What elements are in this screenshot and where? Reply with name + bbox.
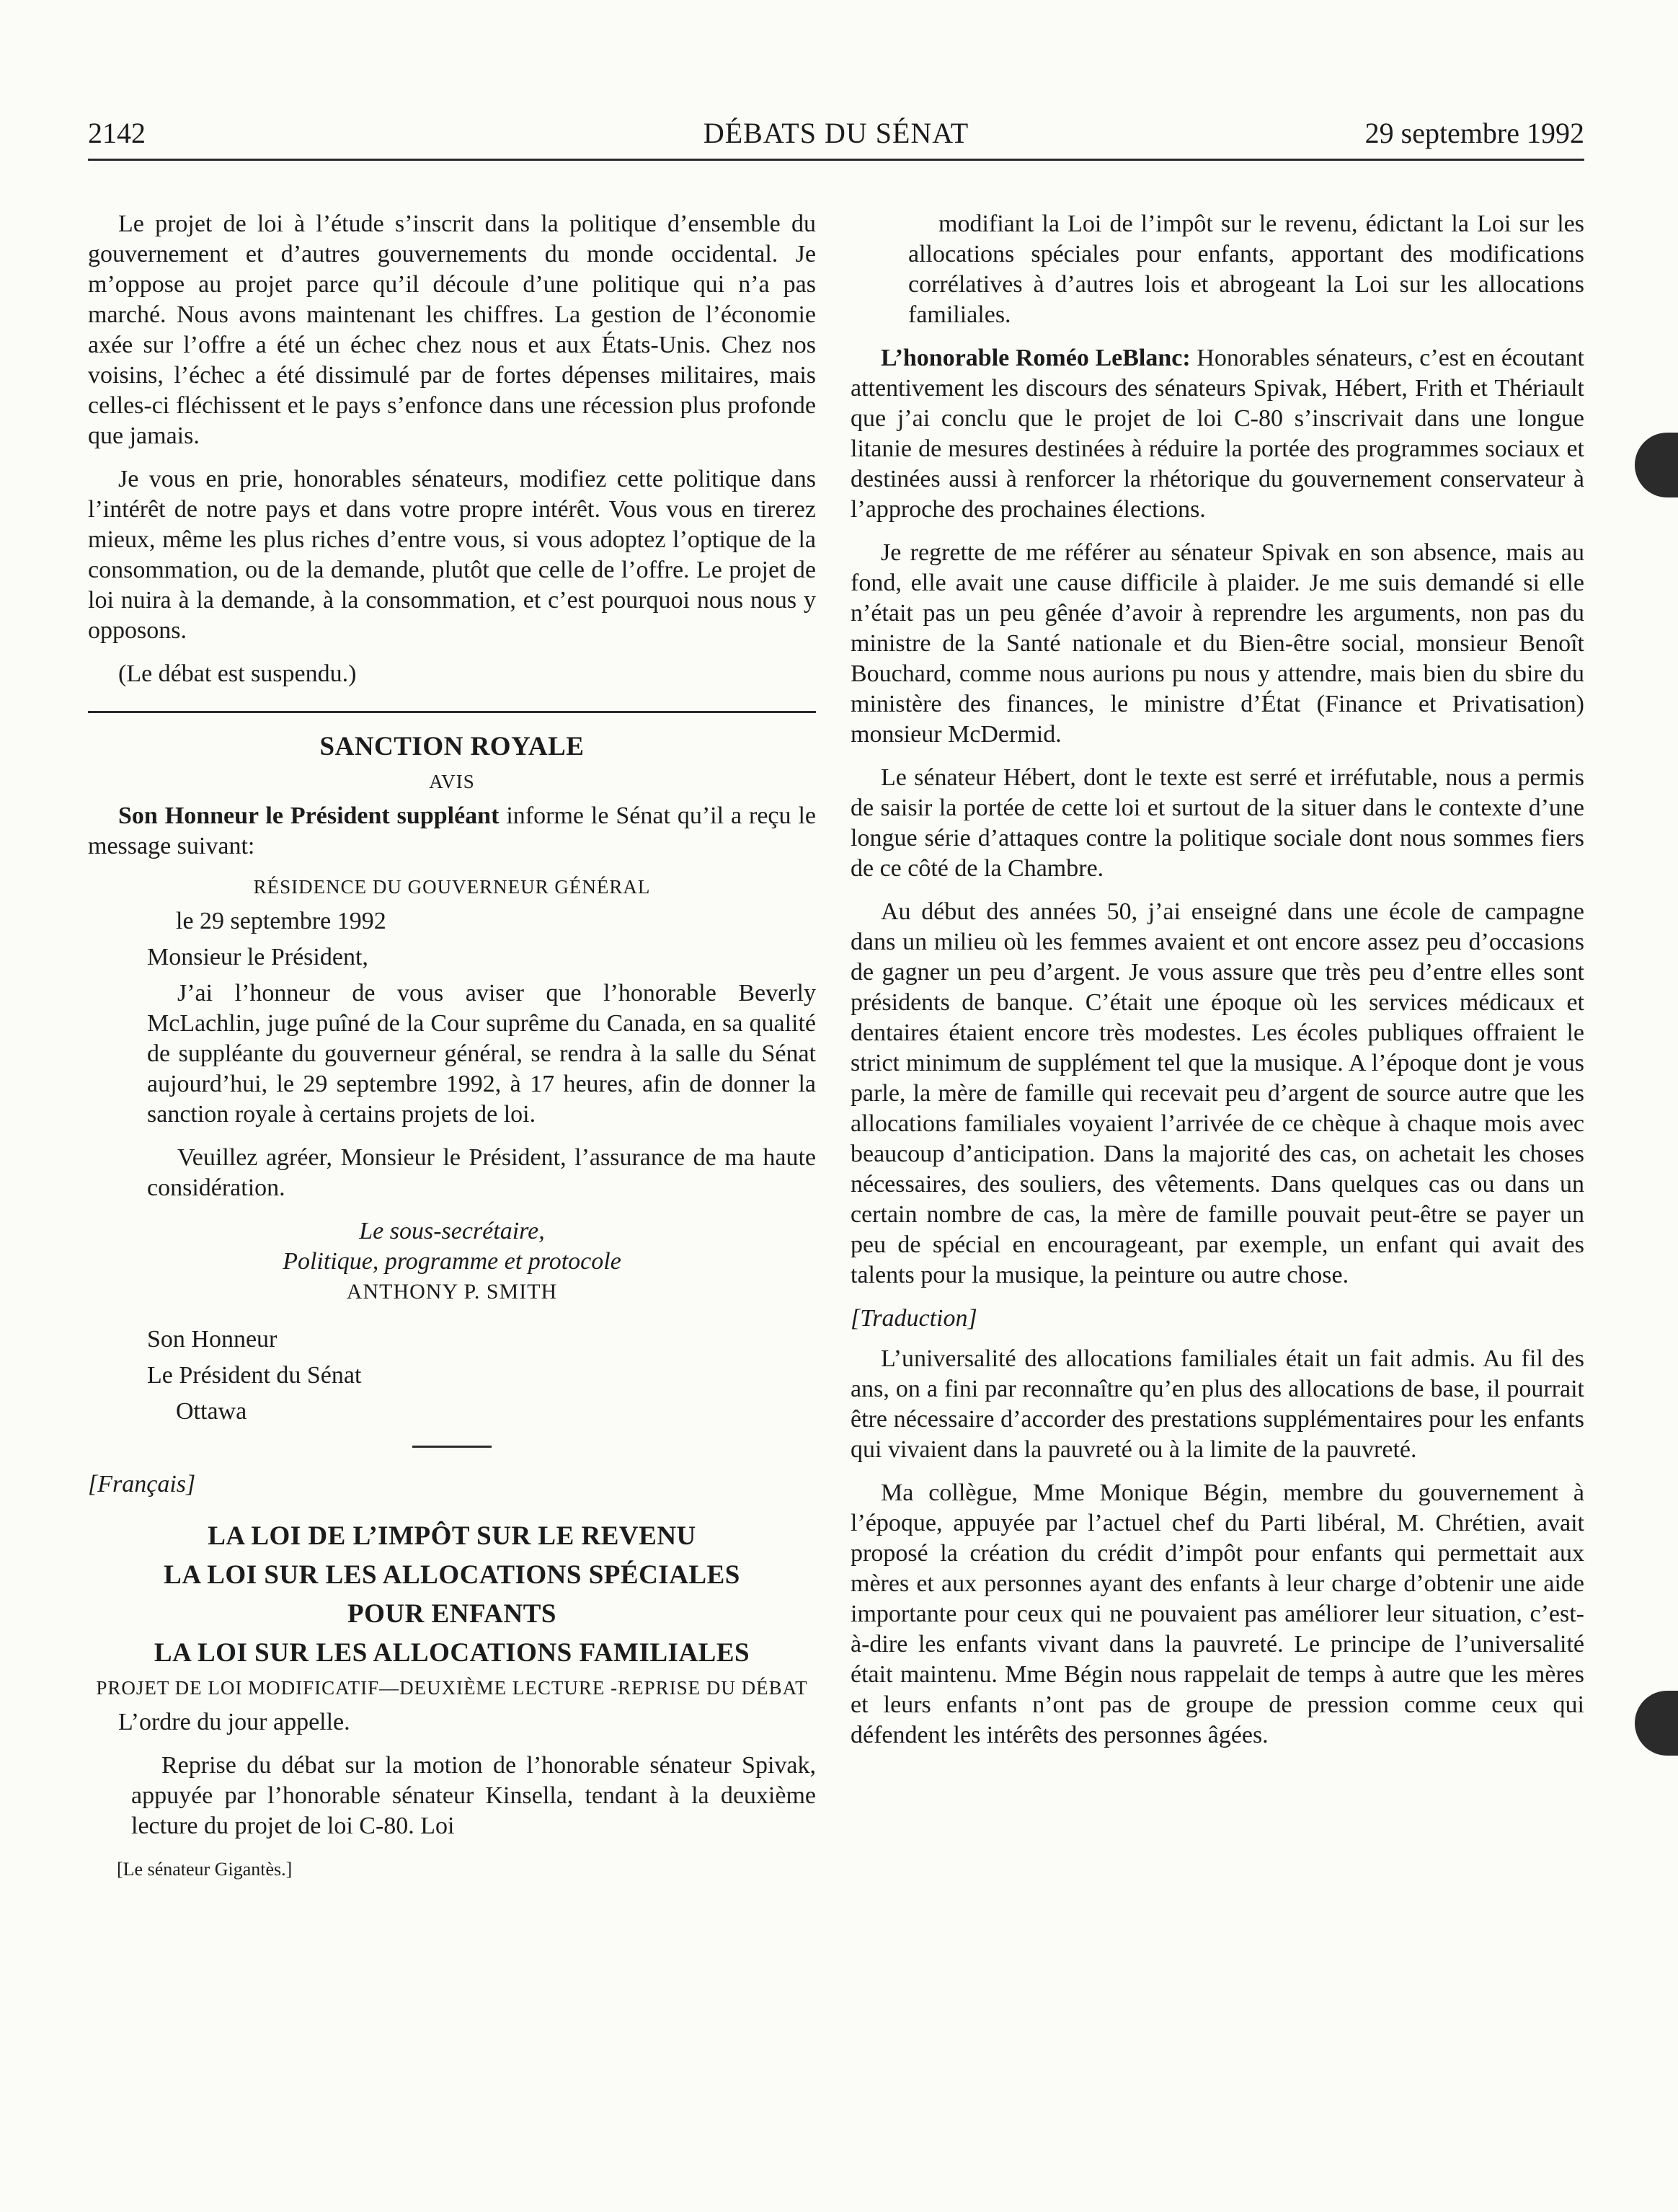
address-block xyxy=(88,1322,816,1430)
speaker-text: informe le Sénat qu’il a reçu le message suivant: xyxy=(88,802,816,859)
paragraph: Reprise du débat sur la motion de l’honorable sénateur Spivak, appuyée par l’honorable sénateur Kinsella, tendant à la deuxième lecture du projet de loi C-80. Loi xyxy=(131,1752,816,1839)
left-column xyxy=(88,209,816,1885)
letter-salutation: Monsieur le Président, xyxy=(147,944,368,970)
paragraph: Au début des années 50, j’ai enseigné dans une école de campagne dans un milieu où les femmes avaient et ont encore assez peu d’occasions de gagner un peu d’argent. Je vous assure que très peu d’entre elles sont présidents de banque. C’était une époque où les services médicaux et dentaires étaient encore très modestes. Les écoles publiques offraient le strict minimum de supplément tel que la musique. A l’époque dont je vous parle, la mère de famille qui recevait peu d’argent de source autre que les allocations familiales voyaient l’arrivée de ce chèque à chaque mois avec beaucoup d’anticipation. Dans la majorité des cas, on achetait les choses nécessaires, des souliers, des vêtements. Dans quelques cas ou dans un certain nombre de cas, la mère de famille pouvait peut-être se payer un peu de spécial en encourageant, par exemple, un enfant qui avait des talents pour la musique, la peinture ou autre chose. xyxy=(851,898,1584,1288)
paragraph: Le sénateur Hébert, dont le texte est serré et irréfutable, nous a permis de saisir la portée de cette loi et surtout de la situer dans le contexte d’une longue série d’attaques contre la politique sociale dont nous sommes fiers de ce côté de la Chambre. xyxy=(851,764,1584,882)
language-tag: [Traduction] xyxy=(851,1305,977,1332)
paragraph: Je vous en prie, honorables sénateurs, modifiez cette politique dans l’intérêt de notre pays et dans votre propre intérêt. Vous vous en tirerez mieux, même les plus riches d’entre vous, si vous adoptez l’optique de la consommation, ou de la demande, plutôt que celle de l’offre. Le projet de loi nuira à la demande, à la consommation, et c’est pourquoi nous nous y opposons. xyxy=(88,466,816,644)
speaker-name: L’honorable Roméo LeBlanc: xyxy=(881,345,1191,371)
speaker-name: Son Honneur le Président suppléant xyxy=(118,802,500,829)
signature-office: Politique, programme et protocole xyxy=(283,1248,621,1275)
letter-paragraph: Veuillez agréer, Monsieur le Président, l’assurance de ma haute considération. xyxy=(147,1144,816,1201)
letter-date: le 29 septembre 1992 xyxy=(176,908,386,934)
paragraph: Ma collègue, Mme Monique Bégin, membre du gouvernement à l’époque, appuyée par l’actuel chef du Parti libéral, M. Chrétien, avait proposé la création du crédit d’impôt pour enfants qui permettait aux mères et aux personnes ayant des enfants à leur charge d’obtenir une aide importante pour ceux qui ne pouvaient pas améliorer leur situation, c’est-à-dire les enfants vivant dans la pauvreté. Le principe de l’universalité était maintenu. Mme Bégin nous rappelait de temps à autre que les mères et leurs enfants n’ont pas de groupe de pression comme ceux qui défendent les intérêts des personnes âgées. xyxy=(851,1479,1584,1748)
paragraph: L’universalité des allocations familiales était un fait admis. Au fil des ans, on a fini par reconnaître qu’en plus des allocations de base, il pourrait être nécessaire d’accorder des prestations supplémentaires pour les enfants qui vivaient dans la pauvreté ou à la limite de la pauvreté. xyxy=(851,1345,1584,1463)
paragraph: Je regrette de me référer au sénateur Spivak en son absence, mais au fond, elle avait une cause difficile à plaider. Je me suis demandé si elle n’était pas un peu gênée d’avoir à reprendre les arguments, non pas du ministre de la Santé nationale et du Bien-être social, monsieur Benoît Bouchard, comme nous aurions pu nous y attendre, mais bien du sbire du ministère des finances, le ministre d’État (Finance et Privatisation) monsieur McDermid. xyxy=(851,539,1584,748)
page-header xyxy=(88,115,1584,161)
signature-title: Le sous-secrétaire, xyxy=(359,1218,545,1244)
binder-hole xyxy=(1635,433,1678,497)
binder-hole xyxy=(1635,1691,1678,1756)
bill-title-line: LA LOI SUR LES ALLOCATIONS FAMILIALES xyxy=(154,1638,750,1668)
paragraph xyxy=(88,801,816,862)
right-column xyxy=(851,209,1584,1764)
section-title: SANCTION ROYALE xyxy=(319,732,585,761)
order-of-day: L’ordre du jour appelle. xyxy=(118,1709,350,1735)
address-line: Son Honneur xyxy=(147,1326,278,1353)
paragraph xyxy=(851,343,1584,525)
speaker-footnote: [Le sénateur Gigantès.] xyxy=(117,1859,293,1880)
short-divider xyxy=(412,1446,492,1448)
speaker-text: Honorables sénateurs, c’est en écoutant attentivement les discours des sénateurs Spivak, Hébert, Frith et Thériault que j’ai conclu que le projet de loi C-80 s’inscrivait dans une longue litanie de mesures destinées à réduire la portée des programmes sociaux et destinées aussi à renforcer la rhétorique du gouvernement conservateur à l’approche des prochaines élections. xyxy=(851,345,1584,523)
bill-subtitle: PROJET DE LOI MODIFICATIF—DEUXIÈME LECTURE -REPRISE DU DÉBAT xyxy=(96,1677,808,1699)
residence-heading: RÉSIDENCE DU GOUVERNEUR GÉNÉRAL xyxy=(253,876,651,898)
motion-block xyxy=(88,1751,816,1841)
signature-name: ANTHONY P. SMITH xyxy=(346,1280,558,1304)
paragraph: Le projet de loi à l’étude s’inscrit dans la politique d’ensemble du gouvernement et d’autres gouvernements du monde occidental. Je m’oppose au projet parce qu’il découle d’une politique qui n’a pas marché. Nous avons maintenant les chiffres. La gestion de l’économie axée sur l’offre a été un échec chez nous et aux États-Unis. Chez nos voisins, l’échec a été dissimulé par de fortes dépenses militaires, mais celles-ci fléchissent et le pays s’enfonce dans une récession plus profonde que jamais. xyxy=(88,211,816,449)
address-line: Le Président du Sénat xyxy=(147,1362,362,1389)
notice-label: AVIS xyxy=(429,771,475,792)
bill-title-line: LA LOI SUR LES ALLOCATIONS SPÉCIALES xyxy=(164,1560,740,1590)
address-line: Ottawa xyxy=(176,1398,247,1425)
language-tag: [Français] xyxy=(88,1471,196,1497)
bill-continuation xyxy=(851,209,1584,330)
letter-paragraph: J’ai l’honneur de vous aviser que l’honorable Beverly McLachlin, juge puîné de la Cour suprême du Canada, en sa qualité de suppléante du gouverneur général, se rendra à la salle du Sénat aujourd’hui, le 29 septembre 1992, à 17 heures, afin de donner la sanction royale à certains projets de loi. xyxy=(147,980,816,1128)
signature-block xyxy=(88,1216,816,1307)
paragraph: modifiant la Loi de l’impôt sur le revenu, édictant la Loi sur les allocations spéciales pour enfants, apportant des modifications corrélatives à d’autres lois et abrogeant la Loi sur les allocations familiales. xyxy=(908,211,1584,328)
letter xyxy=(88,906,816,1203)
divider xyxy=(88,711,816,713)
publication-title: DÉBATS DU SÉNAT xyxy=(703,117,969,149)
bill-title-line: LA LOI DE L’IMPÔT SUR LE REVENU xyxy=(208,1521,696,1551)
page-date: 29 septembre 1992 xyxy=(1364,117,1584,149)
bill-title-line: POUR ENFANTS xyxy=(347,1599,557,1629)
debate-suspended: (Le débat est suspendu.) xyxy=(118,660,357,687)
page-number: 2142 xyxy=(88,117,146,149)
